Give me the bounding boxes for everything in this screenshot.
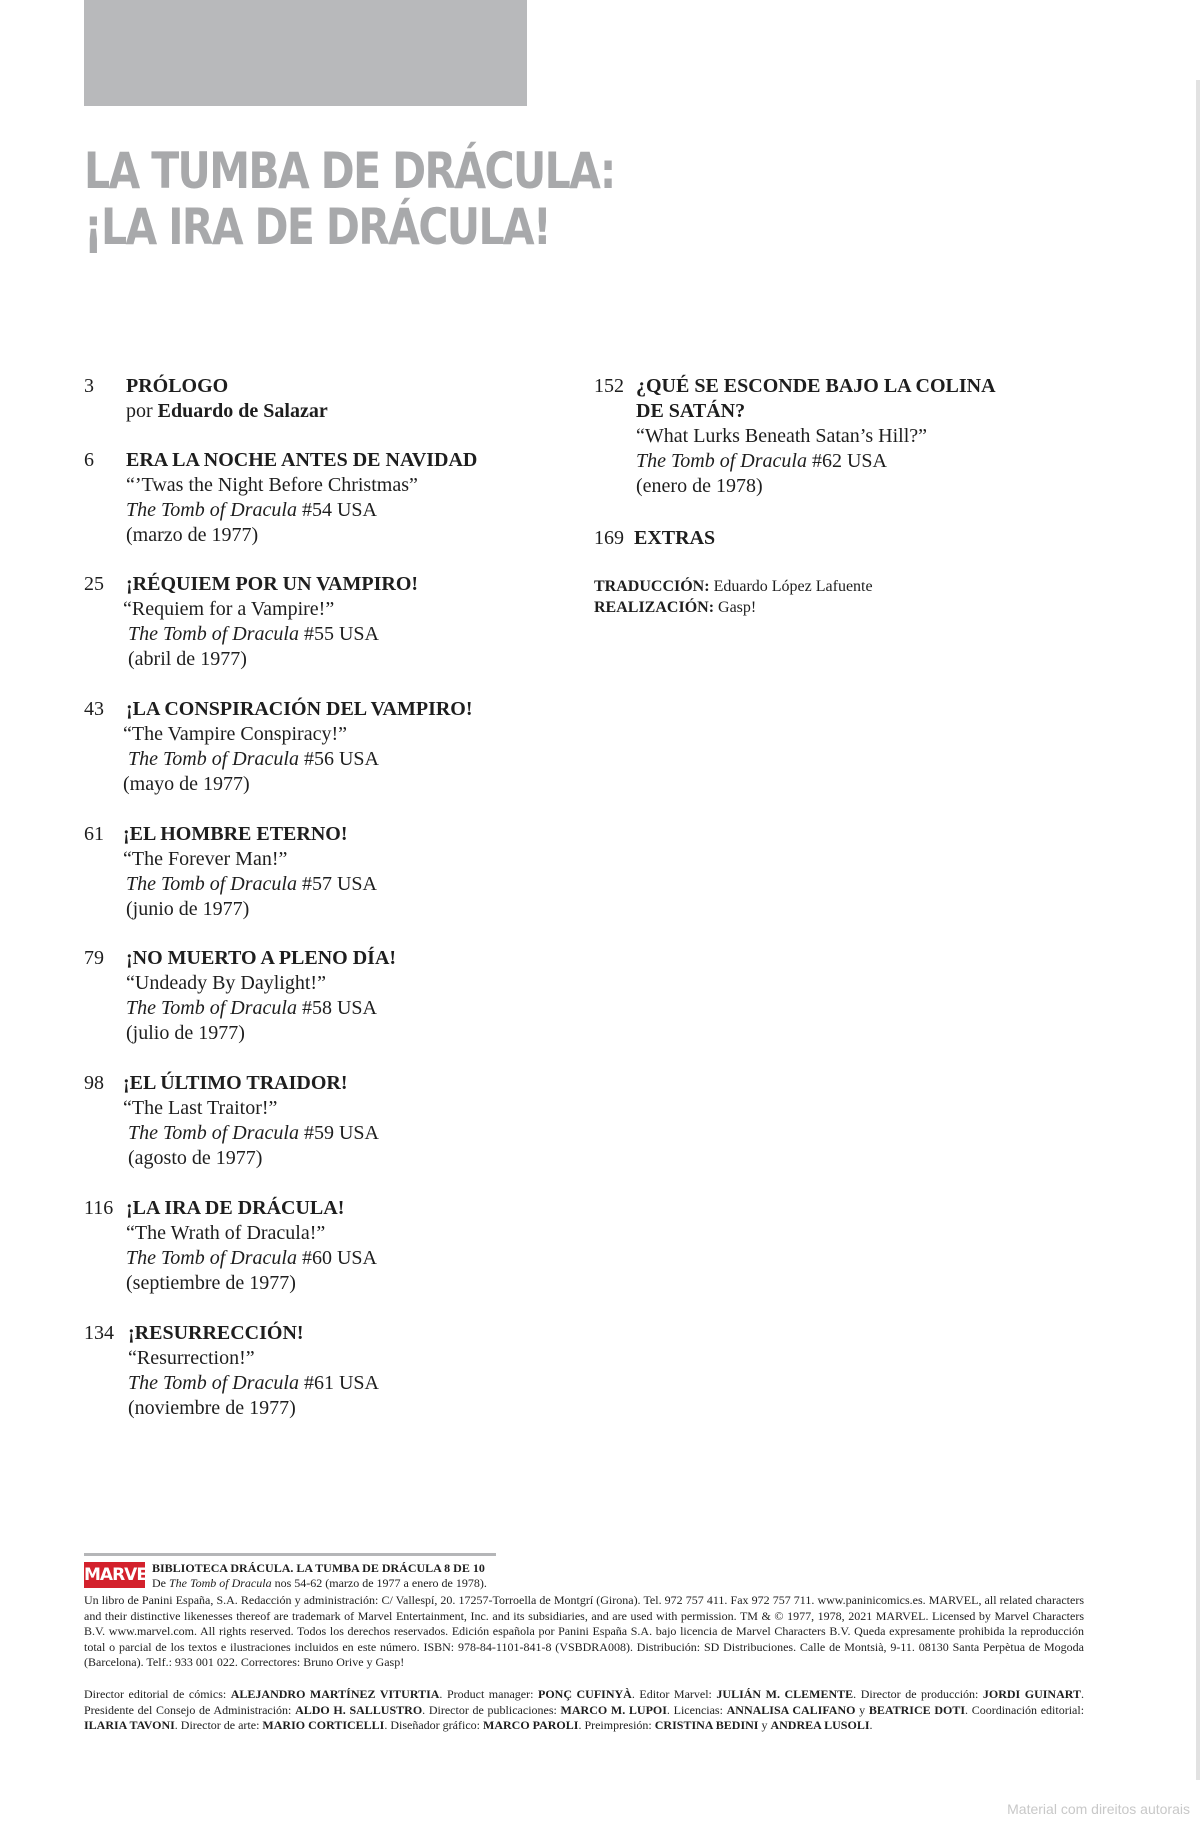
toc-source: The Tomb of Dracula #54 USA	[126, 499, 377, 521]
toc-original-title: “’Twas the Night Before Christmas”	[126, 474, 418, 496]
toc-source: The Tomb of Dracula #62 USA	[636, 450, 887, 472]
toc-heading: ¿QUÉ SE ESCONDE BAJO LA COLINA	[636, 375, 996, 397]
page-edge-strip	[1196, 80, 1200, 1780]
toc-heading: ¡RÉQUIEM POR UN VAMPIRO!	[126, 573, 419, 595]
staff-name: ANNALISA CALIFANO	[726, 1702, 856, 1717]
staff-role: Preimpresión:	[584, 1718, 655, 1732]
toc-heading: ¡LA CONSPIRACIÓN DEL VAMPIRO!	[126, 698, 473, 720]
toc-page-number: 152	[594, 375, 624, 397]
staff-name: MARIO CORTICELLI	[262, 1718, 385, 1732]
staff-separator: .	[869, 1718, 873, 1732]
toc-original-title: “The Last Traitor!”	[123, 1097, 278, 1119]
staff-name: PONÇ CUFINYÀ	[537, 1687, 632, 1701]
staff-separator: .	[422, 1702, 429, 1717]
staff-separator: .	[631, 1687, 640, 1701]
staff-name: BEATRICE DOTI	[868, 1702, 965, 1717]
toc-heading: ¡EL ÚLTIMO TRAIDOR!	[123, 1072, 348, 1094]
staff-name: JORDI GUINART	[982, 1687, 1082, 1701]
credit-production: REALIZACIÓN: Gasp!	[594, 599, 757, 616]
staff-role: Editor Marvel:	[639, 1687, 717, 1701]
staff-role: Coordinación editorial:	[971, 1702, 1085, 1717]
toc-page-number: 3	[84, 375, 94, 397]
toc-original-title: “Undeady By Daylight!”	[126, 972, 326, 994]
toc-date: (julio de 1977)	[126, 1022, 245, 1044]
toc-source: The Tomb of Dracula #57 USA	[126, 873, 377, 895]
staff-name: MARCO M. LUPOI	[560, 1702, 667, 1717]
staff-role: Director de arte:	[180, 1718, 263, 1732]
staff-separator: .	[853, 1687, 861, 1701]
toc-date: (noviembre de 1977)	[128, 1397, 296, 1419]
staff-separator: .	[578, 1718, 585, 1732]
toc-source: The Tomb of Dracula #56 USA	[128, 748, 379, 770]
toc-original-title: “Resurrection!”	[128, 1347, 255, 1369]
staff-separator: .	[174, 1718, 181, 1732]
toc-date: (septiembre de 1977)	[126, 1272, 296, 1294]
colophon-staff	[84, 1687, 1084, 1734]
title-line-1: LA TUMBA DE DRÁCULA:	[84, 142, 615, 200]
toc-heading: EXTRAS	[634, 527, 716, 549]
toc-heading: ERA LA NOCHE ANTES DE NAVIDAD	[126, 449, 478, 471]
staff-separator: y	[855, 1702, 869, 1717]
toc-page-number: 134	[84, 1322, 114, 1344]
toc-heading: ¡NO MUERTO A PLENO DÍA!	[126, 947, 397, 969]
toc-heading-continued: DE SATÁN?	[636, 400, 746, 422]
toc-original-title: “The Wrath of Dracula!”	[126, 1222, 326, 1244]
toc-original-title: “The Forever Man!”	[123, 848, 288, 870]
staff-role: Director de publicaciones:	[428, 1702, 561, 1717]
footer-rule	[84, 1553, 496, 1556]
staff-name: ILARIA TAVONI	[84, 1718, 175, 1732]
staff-role: Diseñador gráfico:	[390, 1718, 483, 1732]
toc-page-number: 116	[84, 1197, 114, 1219]
toc-author-line: por Eduardo de Salazar	[126, 400, 328, 422]
toc-heading: ¡EL HOMBRE ETERNO!	[123, 823, 348, 845]
staff-separator: .	[439, 1687, 447, 1701]
toc-page-number: 25	[84, 573, 104, 595]
toc-heading: PRÓLOGO	[126, 375, 229, 397]
staff-role: Presidente del Consejo de Administración:	[84, 1702, 296, 1717]
staff-name: JULIÁN M. CLEMENTE	[716, 1687, 854, 1701]
toc-date: (abril de 1977)	[128, 648, 247, 670]
staff-separator: .	[384, 1718, 391, 1732]
colophon-legal: Un libro de Panini España, S.A. Redacción y administración: C/ Vallespí, 20. 17257-Torroella de Montgrí (Girona). Tel. 972 757 411. Fax 972 757 711. www.paninicomics.es. MARVEL, all related characters and their distinctive likenesses thereof are trademark of Marvel Entertainment, Inc. and its subsidiaries, and are used with permission. TM & © 1977, 1978, 2021 MARVEL. Licensed by Marvel Characters B.V. www.marvel.com. All rights reserved. Todos los derechos reservados. Edición española por Panini España S.A. bajo licencia de Marvel Characters B.V. Queda expresamente prohibida la reproducción total o parcial de los textos e ilustraciones incluidos en este número. ISBN: 978-84-1101-841-8 (VSBDRA008). Distribución: SD Distribuciones. Calle de Montsià, 9-11. 08130 Santa Perpètua de Mogoda (Barcelona). Telf.: 933 001 022. Correctores: Bruno Orive y Gasp!	[84, 1593, 1084, 1669]
staff-separator: .	[965, 1702, 972, 1717]
credits	[594, 576, 873, 618]
toc-page-number: 43	[84, 698, 104, 720]
toc-heading: ¡LA IRA DE DRÁCULA!	[126, 1197, 345, 1219]
toc-date: (agosto de 1977)	[128, 1147, 263, 1169]
staff-name: CRISTINA BEDINI	[654, 1718, 759, 1732]
staff-role: Director editorial de cómics:	[84, 1687, 231, 1701]
toc-source: The Tomb of Dracula #58 USA	[126, 997, 377, 1019]
staff-name: MARCO PAROLI	[483, 1718, 579, 1732]
staff-role: Licencias:	[673, 1702, 727, 1717]
staff-name: ALEJANDRO MARTÍNEZ VITURTIA	[230, 1687, 440, 1701]
toc-date: (mayo de 1977)	[123, 773, 250, 795]
toc-page-number: 61	[84, 823, 104, 845]
marvel-logo: MARVEL	[84, 1562, 145, 1588]
toc-original-title: “What Lurks Beneath Satan’s Hill?”	[636, 425, 928, 447]
credit-translation: TRADUCCIÓN: Eduardo López Lafuente	[594, 578, 873, 595]
staff-role: Director de producción:	[860, 1687, 983, 1701]
toc-source: The Tomb of Dracula #59 USA	[128, 1122, 379, 1144]
staff-name: ALDO H. SALLUSTRO	[295, 1702, 423, 1717]
toc-source: The Tomb of Dracula #60 USA	[126, 1247, 377, 1269]
toc-original-title: “The Vampire Conspiracy!”	[123, 723, 347, 745]
toc-page-number: 6	[84, 449, 94, 471]
toc-original-title: “Requiem for a Vampire!”	[123, 598, 335, 620]
toc-date: (junio de 1977)	[126, 898, 250, 920]
toc-date: (enero de 1978)	[636, 475, 763, 497]
staff-separator: y	[758, 1718, 771, 1732]
toc-source: The Tomb of Dracula #61 USA	[128, 1372, 379, 1394]
colophon-title: BIBLIOTECA DRÁCULA. LA TUMBA DE DRÁCULA 8 DE 10 De The Tomb of Dracula nos 54-62 (marzo de 1977 a enero de 1978).	[152, 1561, 487, 1590]
copyright-watermark: Material com direitos autorais	[1007, 1801, 1190, 1817]
title-line-2: ¡LA IRA DE DRÁCULA!	[84, 198, 551, 256]
toc-page-number: 79	[84, 947, 104, 969]
page-title	[84, 142, 615, 256]
toc-page-number: 169	[594, 527, 624, 549]
staff-separator: .	[1081, 1687, 1085, 1701]
toc-page-number: 98	[84, 1072, 104, 1094]
staff-name: ANDREA LUSOLI	[770, 1718, 870, 1732]
toc-source: The Tomb of Dracula #55 USA	[128, 623, 379, 645]
toc-heading: ¡RESURRECCIÓN!	[128, 1322, 304, 1344]
toc-date: (marzo de 1977)	[126, 524, 259, 546]
staff-separator: .	[666, 1702, 674, 1717]
header-gray-block	[84, 0, 527, 106]
staff-role: Product manager:	[446, 1687, 538, 1701]
